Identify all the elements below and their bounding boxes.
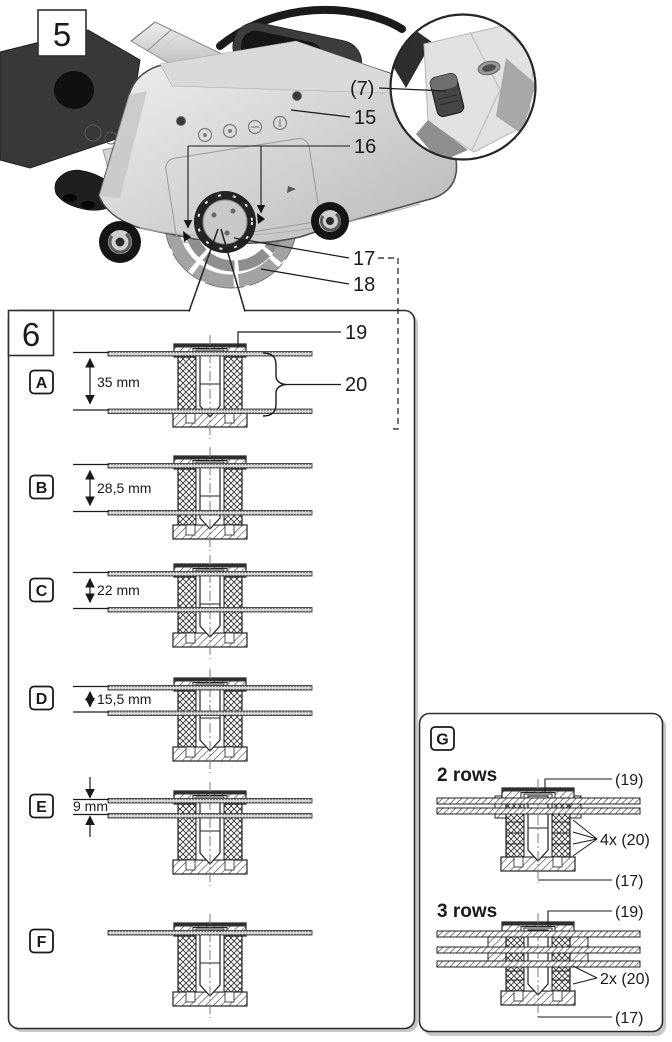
svg-text:G: G xyxy=(436,731,449,749)
figureG-badge xyxy=(431,727,454,750)
g-2rows-title: 2 rows xyxy=(437,765,498,786)
g-3rows-callout-17: (17) xyxy=(615,1010,644,1027)
row-a-dimension-label: 35 mm xyxy=(97,374,140,390)
figure6-panel xyxy=(9,229,419,1032)
row-e-badge xyxy=(30,795,53,818)
svg-text:D: D xyxy=(35,691,48,708)
svg-text:B: B xyxy=(35,480,48,497)
svg-text:A: A xyxy=(35,375,48,392)
figureG-panel xyxy=(420,714,667,1037)
g-3rows-title: 3 rows xyxy=(437,901,498,922)
row-f-badge xyxy=(30,930,53,953)
callout-18-label: 18 xyxy=(353,274,376,296)
callout-15-label: 15 xyxy=(354,107,377,129)
callout-18-line xyxy=(261,269,349,284)
blade-top xyxy=(108,352,312,357)
row-a-badge xyxy=(30,371,53,394)
row-d-dimension-label: 15,5 mm xyxy=(97,691,152,707)
row-e-dimension-label: 9 mm xyxy=(73,798,108,814)
svg-text:F: F xyxy=(36,934,47,951)
callout-19-label: 19 xyxy=(345,322,368,344)
svg-text:E: E xyxy=(36,799,47,816)
g-2rows-callout-20: 4x (20) xyxy=(600,832,650,849)
g-2rows-callout-17: (17) xyxy=(615,873,644,890)
row-c-badge xyxy=(30,579,53,602)
callout-16-label: 16 xyxy=(354,136,377,158)
g-2rows-callout-19: (19) xyxy=(615,772,644,789)
g-3rows-callout-19: (19) xyxy=(615,904,644,921)
figure5-label: 5 xyxy=(52,16,72,53)
row-d-badge xyxy=(30,687,53,710)
callout-20-label: 20 xyxy=(345,374,368,396)
callout-17-label: 17 xyxy=(353,248,376,270)
svg-text:C: C xyxy=(35,583,48,600)
row-b-dimension-label: 28,5 mm xyxy=(97,480,152,496)
row-b-badge xyxy=(30,476,53,499)
blade-bottom xyxy=(108,409,312,414)
roller-wheel-rear xyxy=(311,202,349,240)
figure6-label: 6 xyxy=(21,316,41,353)
row-c-dimension-label: 22 mm xyxy=(97,582,140,598)
callout-7-label: (7) xyxy=(350,78,375,100)
roller-wheel-front xyxy=(99,221,141,263)
g-3rows-callout-20: 2x (20) xyxy=(600,971,650,988)
